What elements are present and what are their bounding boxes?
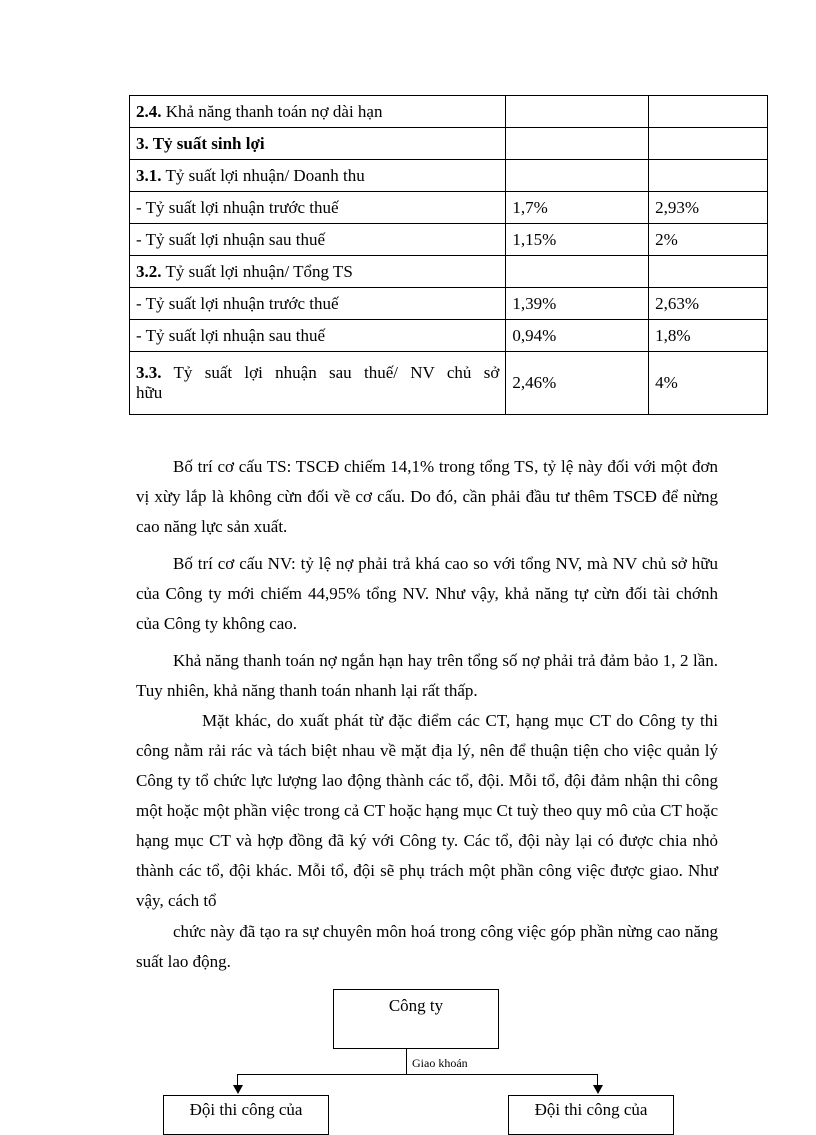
company-box: Công ty <box>333 989 499 1049</box>
financial-ratio-table <box>129 95 768 415</box>
table-row <box>130 256 768 288</box>
table-row <box>130 160 768 192</box>
paragraph-conclusion: chức này đã tạo ra sự chuyên môn hoá trong công việc góp phần nừng cao năng suất lao động. <box>136 922 718 971</box>
table-row <box>130 192 768 224</box>
team-box-left: Đội thi công của <box>163 1095 329 1135</box>
row-label: 3.1. Tỷ suất lợi nhuận/ Doanh thu <box>130 160 506 192</box>
value-curr <box>649 256 768 288</box>
arrow-down-icon <box>233 1085 243 1094</box>
row-label: 2.4. Khả năng thanh toán nợ dài hạn <box>130 96 506 128</box>
paragraph-asset-structure: Bố trí cơ cấu TS: TSCĐ chiếm 14,1% trong tổng TS, tỷ lệ này đối với một đơn vị xừy lắp là không cừn đối về cơ cấu. Do đó, cần phải đầu tư thêm TSCĐ để nừng cao năng lực sản xuất. <box>136 457 718 536</box>
value-curr <box>649 128 768 160</box>
value-prev: 2,46% <box>506 352 649 415</box>
table-row <box>130 128 768 160</box>
row-label: 3.3. Tỷ suất lợi nhuận sau thuế/ NV chủ sở hữu <box>130 352 506 415</box>
value-prev: 1,7% <box>506 192 649 224</box>
edge-label: Giao khoán <box>409 1056 471 1071</box>
table-row <box>130 96 768 128</box>
value-prev <box>506 256 649 288</box>
row-label: 3. Tỷ suất sinh lợi <box>130 128 506 160</box>
team-box-right: Đội thi công của <box>508 1095 674 1135</box>
row-label: - Tỷ suất lợi nhuận sau thuế <box>130 224 506 256</box>
value-curr: 2,63% <box>649 288 768 320</box>
row-label: 3.2. Tỷ suất lợi nhuận/ Tổng TS <box>130 256 506 288</box>
value-prev: 1,39% <box>506 288 649 320</box>
value-curr: 1,8% <box>649 320 768 352</box>
value-prev <box>506 160 649 192</box>
table-row <box>130 352 768 415</box>
value-curr: 2% <box>649 224 768 256</box>
value-curr: 4% <box>649 352 768 415</box>
table-row <box>130 224 768 256</box>
value-prev: 0,94% <box>506 320 649 352</box>
table-row <box>130 320 768 352</box>
paragraph-liquidity: Khả năng thanh toán nợ ngắn hạn hay trên tổng số nợ phải trả đảm bảo 1, 2 lần. Tuy nhiên, khả năng thanh toán nhanh lại rất thấp. <box>136 651 718 700</box>
connector-line <box>406 1049 407 1074</box>
value-prev: 1,15% <box>506 224 649 256</box>
arrow-down-icon <box>593 1085 603 1094</box>
connector-line <box>237 1074 598 1075</box>
value-curr <box>649 96 768 128</box>
row-label: - Tỷ suất lợi nhuận sau thuế <box>130 320 506 352</box>
value-curr <box>649 160 768 192</box>
table-row <box>130 288 768 320</box>
row-label: - Tỷ suất lợi nhuận trước thuế <box>130 192 506 224</box>
row-label: - Tỷ suất lợi nhuận trước thuế <box>130 288 506 320</box>
value-prev <box>506 96 649 128</box>
value-prev <box>506 128 649 160</box>
paragraph-capital-structure: Bố trí cơ cấu NV: tỷ lệ nợ phải trả khá cao so với tổng NV, mà NV chủ sở hữu của Công ty mới chiếm 44,95% tổng NV. Như vậy, khả năng tự cừn đối tài chớnh của Công ty không cao. <box>136 554 718 633</box>
value-curr: 2,93% <box>649 192 768 224</box>
paragraph-organization: Mặt khác, do xuất phát từ đặc điểm các CT, hạng mục CT do Công ty thi công nằm rải rác và tách biệt nhau về mặt địa lý, nên để thuận tiện cho việc quản lý Công ty tổ chức lực lượng lao động thành các tổ, đội. Mỗi tổ, đội đảm nhận thi công một hoặc một phần việc trong cả CT hoặc hạng mục Ct tuỳ theo quy mô của CT hoặc hạng mục CT và hợp đồng đã ký với Công ty. Các tổ, đội này lại có được chia nhỏ thành các tổ, đội khác. Mỗi tổ, đội sẽ phụ trách một phần công việc được giao. Như vậy, cách tổ <box>136 711 718 910</box>
